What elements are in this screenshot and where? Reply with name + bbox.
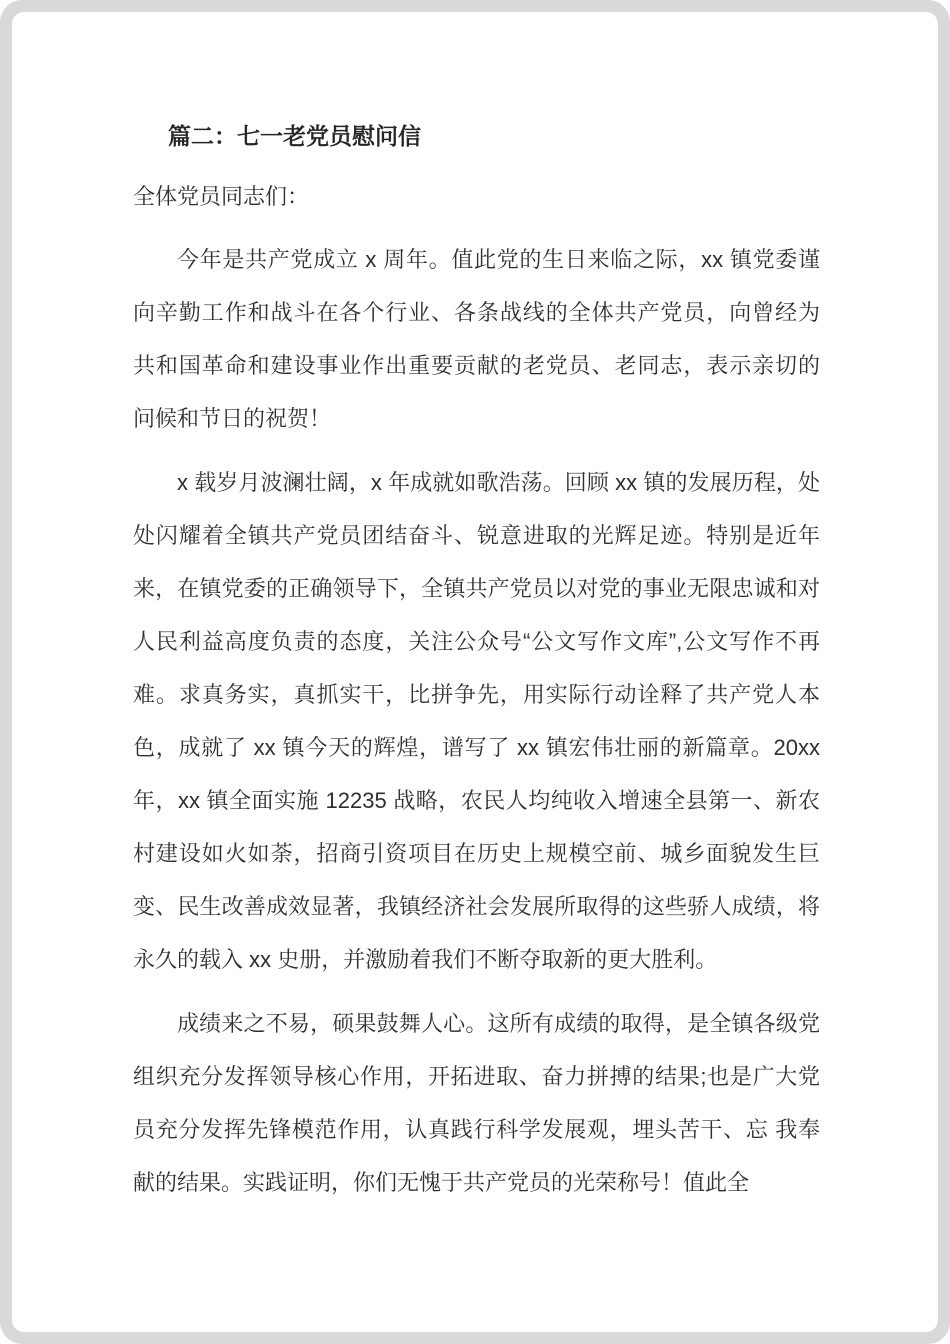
body-paragraph-1: 今年是共产党成立 x 周年。值此党的生日来临之际，xx 镇党委谨向辛勤工作和战斗在各个行业、各条战线的全体共产党员，向曾经为 共和国革命和建设事业作出重要贡献的老党员、老同志，表示亲切的 问候和节日的祝贺！ [133,247,820,431]
body-paragraph-3: 成绩来之不易，硕果鼓舞人心。这所有成绩的取得，是全镇各级党组织充分发挥领导核心作用，开拓进取、奋力拼搏的结果;也是广大党员充分发挥先锋模范作用，认真践行科学发展观，埋头苦干、忘 我奉献的结果。实践证明，你们无愧于共产党员的光荣称号！值此全 [133,1011,820,1195]
document-heading: 篇二：七一老党员慰问信 [168,123,421,149]
document-page [12,12,938,1332]
salutation-line: 全体党员同志们： [133,184,310,209]
body-paragraph-2: x 载岁月波澜壮阔，x 年成就如歌浩荡。回顾 xx 镇的发展历程，处处闪耀着全镇共产党员团结奋斗、锐意进取的光辉足迹。特别是近年来，在镇党委的正确领导下，全镇共产党员以对党的事业无限忠诚和对人民利益高度负责的态度，关注公众号“公文写作文库”,公文写作不再难。求真务实，真抓实干，比拼争先，用实际行动诠释了共产党人本色，成就了 xx 镇今天的辉煌，谱写了 xx 镇宏伟壮丽的新篇章。20xx 年，xx 镇全面实施 12235 战略，农民人均纯收入增速全县第一、新农村建设如火如荼，招商引资项目在历史上规模空前、城乡面貌发生巨变、民生改善成效显著，我镇经济社会发展所取得的这些骄人成绩，将永久的载入 xx 史册，并激励着我们不断夺取新的更大胜利。 [133,470,820,972]
